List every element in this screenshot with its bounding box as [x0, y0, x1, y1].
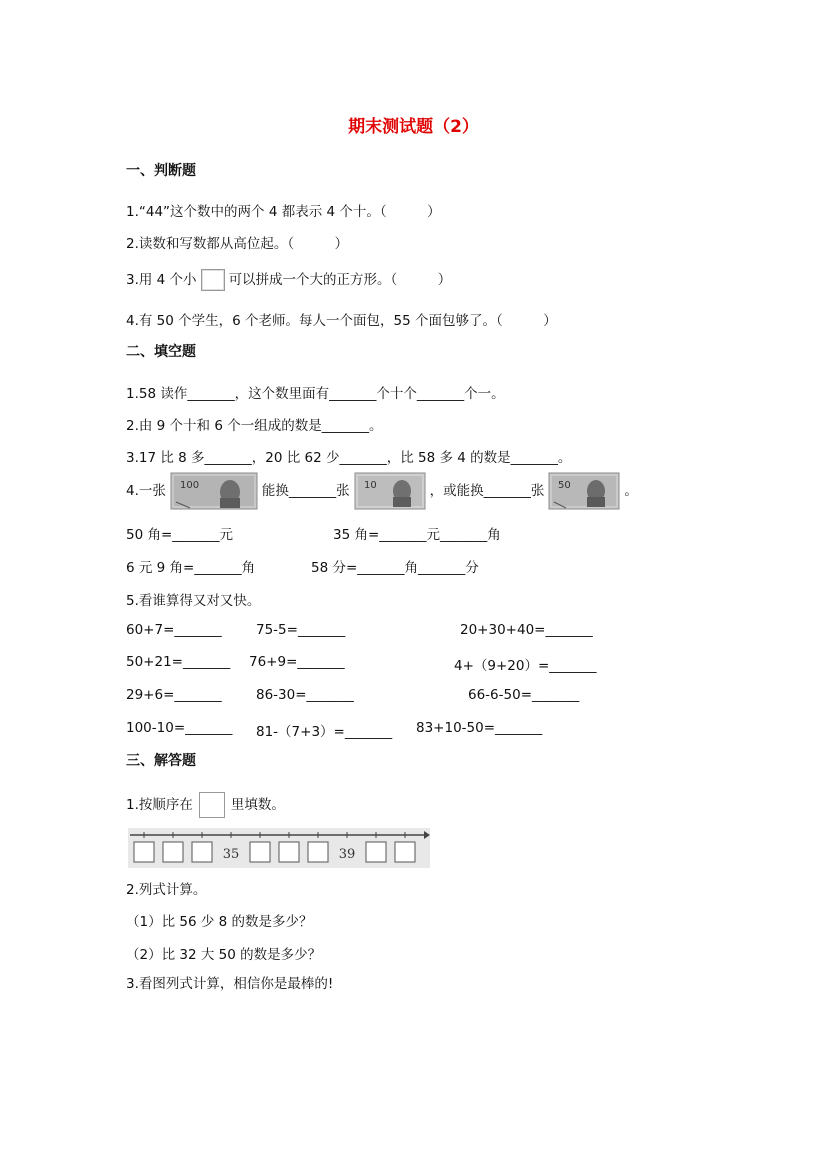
section-solve-heading: 三、解答题: [126, 753, 196, 769]
solve-question-1-text-b: 里填数。: [230, 797, 285, 813]
calc-item: 4+（9+20）=_______: [454, 658, 597, 674]
banknote-50-yuan-icon: [548, 472, 620, 510]
fill-question-4-text-b: 能换_______张: [261, 483, 350, 499]
calc-item: 29+6=_______: [126, 687, 222, 703]
section-judge-heading: 一、判断题: [126, 163, 196, 179]
calc-item: 20+30+40=_______: [460, 622, 593, 638]
number-line-box: [279, 842, 299, 862]
calc-item: 83+10-50=_______: [416, 720, 543, 736]
number-line-box: [163, 842, 183, 862]
solve-question-1-text-a: 1.按顺序在: [126, 797, 193, 813]
number-line-box: [366, 842, 386, 862]
page-title: 期末测试题（2）: [348, 117, 479, 137]
answer-box-icon: [199, 792, 225, 818]
section-fill-heading: 二、填空题: [126, 344, 196, 360]
solve-question-3: 3.看图列式计算，相信你是最棒的!: [126, 976, 334, 992]
calc-item: 100-10=_______: [126, 720, 233, 736]
calc-item: 76+9=_______: [249, 654, 345, 670]
fill-question-3: 3.17 比 8 多_______，20 比 62 少_______，比 58 多 4 的数是_______。: [126, 450, 572, 466]
fill-question-1: 1.58 读作_______，这个数里面有_______个十个_______个一。: [126, 386, 505, 402]
number-line-label-35: 35: [222, 847, 240, 862]
banknote-100-value: 100: [179, 480, 199, 491]
fill-question-4: [126, 472, 638, 510]
fill-question-4-text-d: 。: [624, 483, 638, 499]
banknote-10-value: 10: [363, 480, 377, 491]
number-line-box: [250, 842, 270, 862]
fill-question-4-text-a: 4.一张: [126, 483, 166, 499]
calc-item: 50+21=_______: [126, 654, 231, 670]
conversion-4: 58 分=_______角_______分: [311, 560, 479, 576]
judge-question-3-text-a: 3.用 4 个小: [126, 272, 197, 288]
number-line-figure: [128, 828, 430, 868]
fill-question-5: 5.看谁算得又对又快。: [126, 593, 261, 609]
solve-question-2-part-1: （1）比 56 少 8 的数是多少？: [126, 914, 313, 930]
fill-question-4-text-c: ，或能换_______张: [429, 483, 545, 499]
conversion-3: 6 元 9 角=_______角: [126, 560, 256, 576]
solve-question-2: 2.列式计算。: [126, 882, 207, 898]
judge-question-1: 1.“44”这个数中的两个 4 都表示 4 个十。（ ）: [126, 204, 441, 220]
calc-item: 75-5=_______: [256, 622, 346, 638]
banknote-10-yuan-icon: [354, 472, 426, 510]
judge-question-2: 2.读数和写数都从高位起。（ ）: [126, 236, 349, 252]
conversion-1: 50 角=_______元: [126, 527, 234, 543]
small-square-icon: [201, 269, 225, 291]
judge-question-3-text-b: 可以拼成一个大的正方形。（ ）: [228, 272, 452, 288]
number-line-box: [308, 842, 328, 862]
number-line-box: [395, 842, 415, 862]
calc-item: 60+7=_______: [126, 622, 222, 638]
calc-item: 66-6-50=_______: [468, 687, 580, 703]
judge-question-3: [126, 268, 451, 291]
judge-question-4: 4.有 50 个学生，6 个老师。每人一个面包，55 个面包够了。（ ）: [126, 313, 557, 329]
solve-question-2-part-2: （2）比 32 大 50 的数是多少？: [126, 947, 322, 963]
number-line-label-39: 39: [338, 847, 356, 862]
fill-question-2: 2.由 9 个十和 6 个一组成的数是_______。: [126, 418, 383, 434]
calc-item: 81-（7+3）=_______: [256, 724, 393, 740]
number-line-svg: [128, 828, 430, 868]
calc-item: 86-30=_______: [256, 687, 354, 703]
number-line-box: [134, 842, 154, 862]
solve-question-1: [126, 792, 285, 818]
banknote-100-yuan-icon: [170, 472, 258, 510]
conversion-2: 35 角=_______元_______角: [333, 527, 501, 543]
banknote-50-value: 50: [558, 480, 572, 491]
number-line-box: [192, 842, 212, 862]
